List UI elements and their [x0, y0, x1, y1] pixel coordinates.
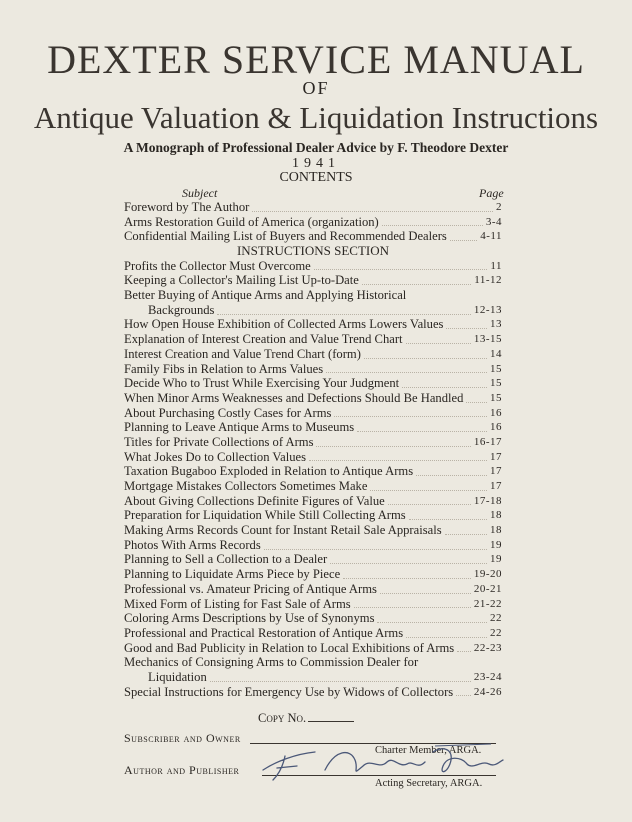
toc-entry-title: Photos With Arms Records: [124, 537, 261, 552]
toc-entry-page: 23-24: [473, 670, 502, 683]
toc-entry-title: Mechanics of Consigning Arms to Commission Dealer for: [124, 655, 419, 670]
title-of: OF: [302, 78, 330, 98]
toc-entry: [124, 597, 502, 612]
toc-entry-title: Preparation for Liquidation While Still Collecting Arms: [124, 508, 406, 523]
toc-entry: [124, 406, 502, 421]
toc-entry: [124, 215, 502, 230]
toc-entry: [124, 494, 502, 509]
toc-entry: [124, 685, 502, 700]
toc-entry-title: Professional vs. Amateur Pricing of Antique Arms: [124, 581, 377, 596]
acting-secretary-label: Acting Secretary, ARGA.: [375, 778, 483, 789]
leader-dots: [354, 606, 471, 608]
toc-entry-title: Better Buying of Antique Arms and Applying Historical: [124, 288, 407, 303]
leader-dots: [357, 430, 487, 432]
leader-dots: [457, 650, 471, 652]
toc-entry-title: Backgrounds: [148, 302, 215, 317]
toc-entry-title: Interest Creation and Value Trend Chart (form): [124, 346, 361, 361]
toc-entry-title: Mixed Form of Listing for Fast Sale of Arms: [124, 596, 351, 611]
toc-entry-page: 16: [490, 406, 502, 419]
toc-entry-title: How Open House Exhibition of Collected Arms Lowers Values: [124, 317, 444, 332]
toc-entry-title: INSTRUCTIONS SECTION: [236, 243, 390, 259]
toc-entry-page: 18: [490, 509, 502, 522]
toc-entry-title: Planning to Liquidate Arms Piece by Piece: [124, 567, 341, 582]
toc-entry: [124, 288, 502, 303]
charter-member-label: Charter Member, ARGA.: [375, 745, 482, 756]
toc-entry-page: 19: [490, 538, 502, 551]
toc-entry-page: 21-22: [473, 597, 502, 610]
toc-entry: [124, 538, 502, 553]
leader-dots: [264, 548, 487, 550]
toc-entry-page: 13-15: [473, 333, 502, 346]
publication-year: 1941: [292, 156, 340, 171]
toc-entry-page: 14: [490, 347, 502, 360]
toc-entry-title: Planning to Leave Antique Arms to Museums: [124, 420, 355, 435]
toc-entry: [124, 229, 502, 244]
toc-entry: [124, 450, 502, 465]
toc-entry: [124, 318, 502, 333]
page-column-header: Page: [479, 186, 504, 200]
leader-dots: [388, 503, 471, 505]
leader-dots: [362, 283, 471, 285]
toc-entry-title: Liquidation: [148, 669, 207, 684]
toc-entry: [124, 582, 502, 597]
leader-dots: [343, 577, 471, 579]
toc-entry: [124, 391, 502, 406]
toc-entry-title: Good and Bad Publicity in Relation to Local Exhibitions of Arms: [124, 640, 455, 655]
leader-dots: [450, 239, 477, 241]
copy-number-blank: [308, 721, 354, 722]
copy-number: [258, 711, 354, 726]
toc-entry-page: 16: [490, 421, 502, 434]
toc-entry: [124, 626, 502, 641]
leader-dots: [466, 401, 487, 403]
author-publisher-label: Author and Publisher: [124, 763, 240, 777]
toc-entry-title: Professional and Practical Restoration of Antique Arms: [124, 625, 404, 640]
toc-entry-title: About Giving Collections Definite Figures of Value: [124, 493, 385, 508]
toc-entry: [124, 670, 502, 685]
toc-entry: [124, 479, 502, 494]
leader-dots: [409, 518, 487, 520]
toc-entry-page: 22: [490, 626, 502, 639]
toc-entry-title: When Minor Arms Weaknesses and Defections Should Be Handled: [124, 390, 464, 405]
toc-entry: [124, 567, 502, 582]
leader-dots: [377, 621, 487, 623]
leader-dots: [217, 313, 470, 315]
leader-dots: [364, 357, 487, 359]
toc-entry-page: 4-11: [480, 230, 502, 243]
toc-entry-page: 22: [490, 612, 502, 625]
section-heading: [124, 244, 502, 259]
leader-dots: [382, 224, 483, 226]
toc-entry: [124, 464, 502, 479]
leader-dots: [456, 694, 471, 696]
leader-dots: [210, 680, 471, 682]
leader-dots: [252, 210, 493, 212]
toc-entry: [124, 362, 502, 377]
leader-dots: [380, 592, 471, 594]
toc-entry-page: 17: [490, 465, 502, 478]
toc-entry: [124, 523, 502, 538]
toc-entry-title: Arms Restoration Guild of America (organization): [124, 214, 379, 229]
leader-dots: [406, 636, 487, 638]
toc-entry-page: 24-26: [473, 685, 502, 698]
leader-dots: [326, 371, 487, 373]
toc-entry-page: 12-13: [473, 303, 502, 316]
leader-dots: [445, 533, 487, 535]
toc-entry: [124, 508, 502, 523]
toc-entry-page: 20-21: [473, 582, 502, 595]
toc-entry-title: What Jokes Do to Collection Values: [124, 449, 306, 464]
toc-entry-page: 19: [490, 553, 502, 566]
toc-entry-title: Family Fibs in Relation to Arms Values: [124, 361, 324, 376]
leader-dots: [446, 327, 487, 329]
copy-number-label: Copy No.: [258, 711, 307, 725]
toc-entry-page: 19-20: [473, 568, 502, 581]
leader-dots: [402, 386, 487, 388]
subject-column-header: Subject: [182, 186, 218, 200]
toc-entry-title: Titles for Private Collections of Arms: [124, 434, 314, 449]
toc-entry: [124, 655, 502, 670]
toc-entry-page: 15: [490, 362, 502, 375]
contents-heading: CONTENTS: [279, 170, 353, 185]
leader-dots: [370, 489, 487, 491]
leader-dots: [316, 445, 470, 447]
toc-entry-title: Keeping a Collector's Mailing List Up-to-Date: [124, 273, 359, 288]
toc-entry-title: Mortgage Mistakes Collectors Sometimes Make: [124, 479, 368, 494]
toc-entry-title: Taxation Bugaboo Exploded in Relation to Antique Arms: [124, 464, 414, 479]
toc-entry: [124, 332, 502, 347]
toc-entry-title: Decide Who to Trust While Exercising Your Judgment: [124, 376, 400, 391]
toc-entry-title: Explanation of Interest Creation and Value Trend Chart: [124, 332, 403, 347]
toc-entry-title: Confidential Mailing List of Buyers and Recommended Dealers: [124, 229, 447, 244]
toc-entry-page: 11: [490, 259, 502, 272]
toc-entry: [124, 273, 502, 288]
toc-entry-page: 16-17: [473, 435, 502, 448]
toc-entry-page: 2: [496, 200, 502, 213]
toc-entry-page: 15: [490, 377, 502, 390]
toc-entry-page: 17: [490, 480, 502, 493]
toc-entry-page: 22-23: [473, 641, 502, 654]
toc-entry-title: Coloring Arms Descriptions by Use of Synonyms: [124, 611, 375, 626]
toc-entry-title: Planning to Sell a Collection to a Dealer: [124, 552, 328, 567]
subscriber-owner-label: Subscriber and Owner: [124, 731, 241, 745]
toc-entry-page: 15: [490, 391, 502, 404]
toc-entry-page: 13: [490, 318, 502, 331]
byline: A Monograph of Professional Dealer Advice by F. Theodore Dexter: [123, 140, 509, 155]
toc-entry-title: Special Instructions for Emergency Use by Widows of Collectors: [124, 684, 454, 699]
toc-entry-page: 17: [490, 450, 502, 463]
toc-entry-page: 18: [490, 524, 502, 537]
leader-dots: [309, 459, 487, 461]
toc-entry-title: Profits the Collector Must Overcome: [124, 258, 311, 273]
toc-entry-page: 17-18: [473, 494, 502, 507]
toc-entry-title: Foreword by The Author: [124, 199, 250, 214]
toc-entry-title: About Purchasing Costly Cases for Arms: [124, 405, 332, 420]
toc-entry: [124, 435, 502, 450]
manual-title: DEXTER SERVICE MANUAL: [47, 37, 585, 82]
leader-dots: [416, 474, 487, 476]
toc-entry-page: 11-12: [474, 274, 502, 287]
toc-entry-page: 3-4: [485, 215, 502, 228]
toc-entry: [124, 420, 502, 435]
leader-dots: [330, 562, 487, 564]
toc-entry: [124, 611, 502, 626]
leader-dots: [314, 268, 488, 270]
leader-dots: [334, 415, 487, 417]
toc-entry-title: Making Arms Records Count for Instant Retail Sale Appraisals: [124, 523, 442, 538]
toc-entry: [124, 347, 502, 362]
toc-entry: [124, 376, 502, 391]
toc-entry: [124, 303, 502, 318]
manual-subtitle: Antique Valuation & Liquidation Instructions: [33, 100, 599, 135]
leader-dots: [406, 342, 471, 344]
toc-entry: [124, 200, 502, 215]
toc-entry: [124, 641, 502, 656]
table-of-contents: [124, 200, 502, 699]
toc-entry: [124, 553, 502, 568]
toc-entry: [124, 259, 502, 274]
